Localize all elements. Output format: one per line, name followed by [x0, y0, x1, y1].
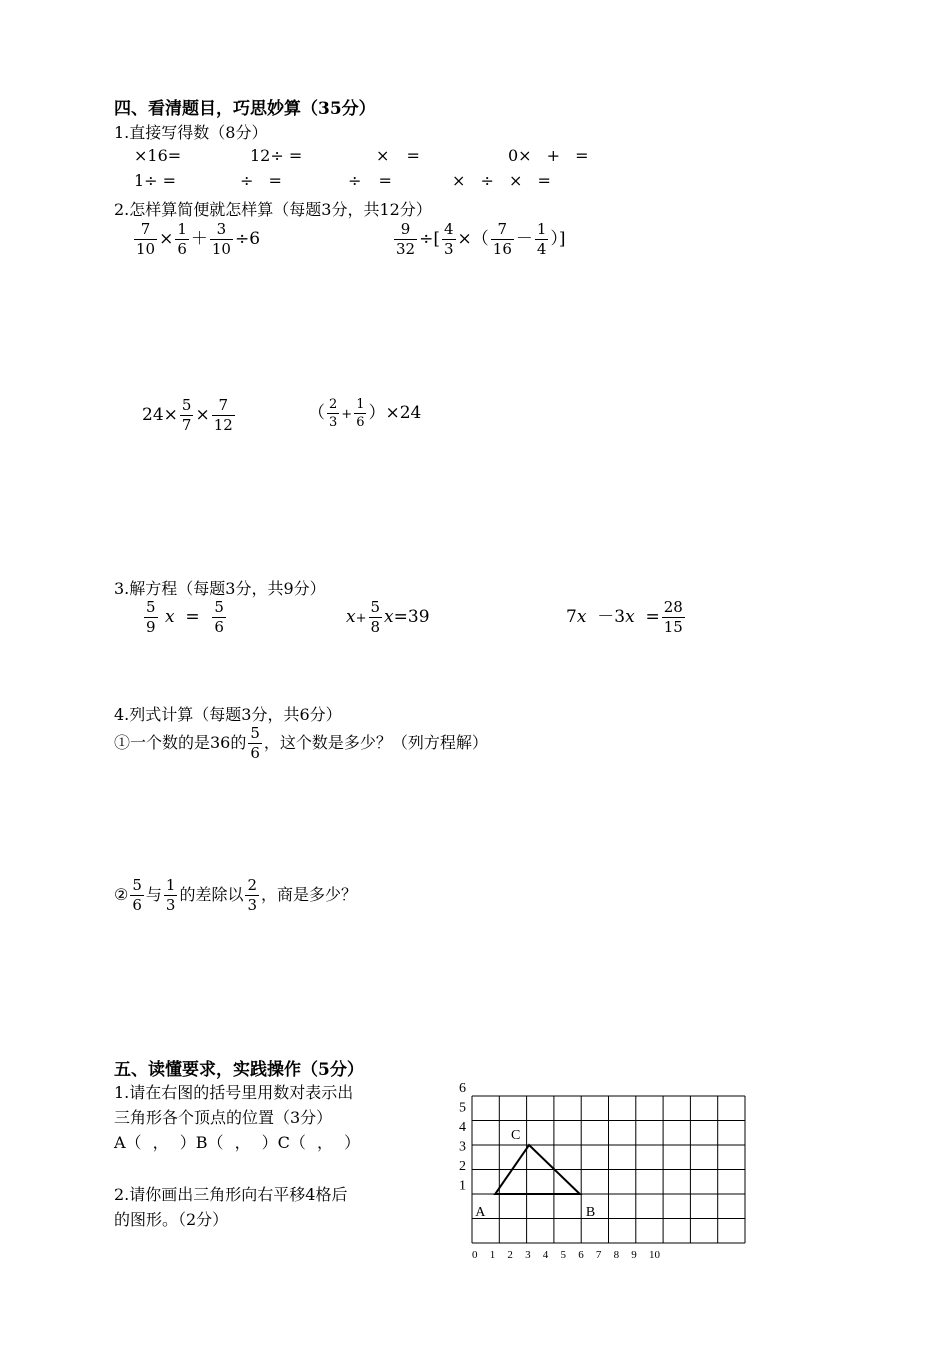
x-tick-label: 3 — [525, 1249, 531, 1261]
s5-q1-line1: 1.请在右图的括号里用数对表示出 — [114, 1083, 354, 1102]
q1-row1-item2: 12÷ = — [250, 146, 303, 165]
q1-row1-item1: ×16= — [134, 146, 182, 165]
fraction: $\frac{1}{4}$ — [536, 220, 547, 258]
y-tick-label: 2 — [459, 1159, 466, 1174]
fraction: $\frac{5}{6}$ — [250, 724, 260, 762]
fraction: $\frac{7}{16}$ — [492, 220, 512, 258]
q2-expr3: 24× $\frac{5}{7}$ × $\frac{7}{12}$ — [142, 396, 233, 434]
vertex-label-a: A — [475, 1205, 486, 1220]
fraction: $\frac{28}{15}$ — [663, 598, 683, 636]
q3-equation2: x+ $\frac{5}{8}$ x=39 — [346, 598, 430, 636]
y-tick-label: 6 — [459, 1081, 466, 1096]
x-axis-labels — [472, 1249, 661, 1261]
fraction: $\frac{5}{6}$ — [132, 876, 142, 914]
q1-row2-item1: 1÷ = — [134, 171, 177, 190]
s5-q1-answer-line: A（ ， ）B（ ， ）C（ ， ） — [114, 1133, 361, 1152]
fraction: $\frac{9}{32}$ — [396, 220, 416, 258]
y-tick-label: 3 — [459, 1139, 466, 1155]
fraction: $\frac{3}{10}$ — [211, 220, 231, 258]
fraction: $\frac{5}{6}$ — [214, 598, 224, 636]
q3-equation3: 7x －3x = $\frac{28}{15}$ — [566, 598, 683, 636]
section4-title: 四、看清题目，巧思妙算（35分） — [114, 99, 376, 119]
q4-problem2: ② $\frac{5}{6}$ 与 $\frac{1}{3}$ 的差除以 $\frac{2}{3}$ ，商是多少？ — [114, 876, 358, 914]
x-tick-label: 8 — [613, 1249, 620, 1261]
fraction: $\frac{1}{6}$ — [177, 220, 187, 258]
fraction: $\frac{5}{9}$ — [146, 598, 156, 636]
y-axis-labels — [459, 1081, 466, 1194]
q4-problem1: ①一个数的是36的 $\frac{5}{6}$ ，这个数是多少？（列方程解） — [114, 724, 488, 762]
x-tick-label: 10 — [649, 1249, 660, 1261]
fraction: $\frac{5}{8}$ — [370, 598, 381, 636]
x-tick-label: 4 — [542, 1249, 549, 1261]
q1-row2-item4: × ÷ × = — [452, 171, 551, 190]
vertex-label-c: C — [511, 1128, 521, 1143]
s5-q2-line1: 2.请你画出三角形向右平移4格后 — [114, 1185, 348, 1204]
q2-expr4: （ $\frac{2}{3}$ + $\frac{1}{6}$ ）×24 — [308, 397, 422, 430]
q3-equation1: $\frac{5}{9}$ x = $\frac{5}{6}$ — [146, 598, 224, 636]
s5-q2-line2: 的图形。（2分） — [114, 1210, 229, 1229]
fraction: $\frac{2}{3}$ — [247, 876, 258, 914]
s5-q1-line2: 三角形各个顶点的位置（3分） — [114, 1108, 333, 1127]
fraction: $\frac{1}{3}$ — [165, 876, 176, 914]
q2-expr1: $\frac{7}{10}$ × $\frac{1}{6}$ ＋ $\frac{3}{10}$ ÷6 — [136, 220, 261, 258]
q1-row1-item4: 0× + = — [508, 146, 589, 165]
q1-row1-item3: × = — [376, 146, 420, 165]
q1-row2-item3: ÷ = — [348, 171, 392, 190]
x-tick-label: 1 — [489, 1249, 496, 1261]
fraction: $\frac{1}{6}$ — [356, 397, 365, 430]
x-tick-label: 9 — [631, 1249, 637, 1261]
vertex-label-b: B — [585, 1205, 596, 1220]
y-tick-label: 5 — [459, 1100, 466, 1116]
coordinate-grid — [458, 1078, 758, 1268]
fraction: $\frac{7}{12}$ — [213, 396, 233, 434]
x-tick-label: 7 — [595, 1249, 602, 1261]
y-tick-label: 4 — [459, 1120, 466, 1135]
x-tick-label: 5 — [560, 1249, 566, 1261]
q1-row2-item2: ÷ = — [240, 171, 282, 190]
fraction: $\frac{5}{7}$ — [181, 396, 192, 434]
q3-title: 3.解方程（每题3分，共9分） — [114, 579, 326, 598]
y-tick-label: 1 — [459, 1178, 466, 1194]
x-tick-label: 6 — [578, 1249, 584, 1261]
q2-expr2: $\frac{9}{32}$ ÷[ $\frac{4}{3}$ ×（ $\frac{7}{16}$ － $\frac{1}{4}$ ）] — [396, 220, 566, 258]
x-tick-label: 0 — [472, 1249, 478, 1261]
fraction: $\frac{7}{10}$ — [136, 220, 156, 258]
fraction: $\frac{4}{3}$ — [443, 220, 454, 258]
fraction: $\frac{2}{3}$ — [329, 397, 338, 430]
section5-title: 五、读懂要求，实践操作（5分） — [114, 1060, 364, 1080]
x-tick-label: 2 — [507, 1249, 513, 1261]
q4-title: 4.列式计算（每题3分，共6分） — [114, 705, 342, 724]
q2-title: 2.怎样算简便就怎样算（每题3分，共12分） — [114, 200, 432, 219]
q1-title: 1.直接写得数（8分） — [114, 123, 268, 142]
